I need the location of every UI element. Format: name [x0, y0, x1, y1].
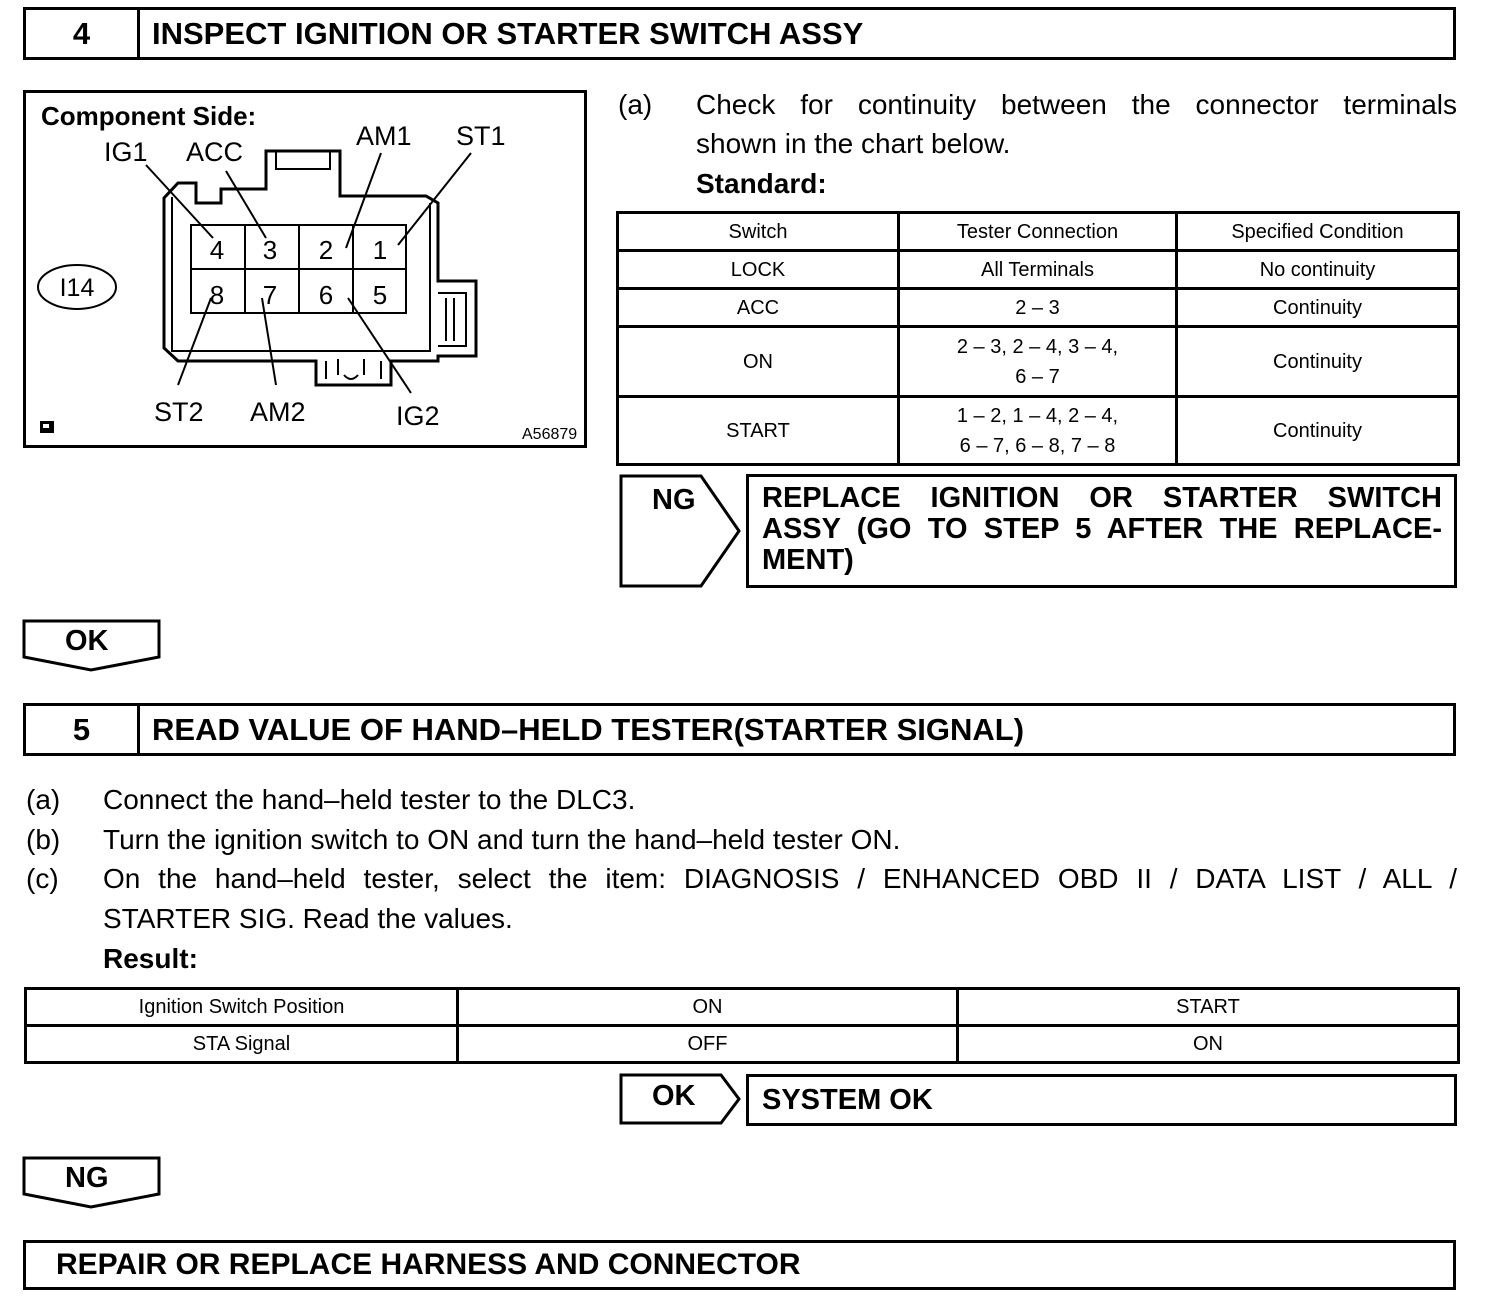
table-cell: Continuity	[1177, 327, 1459, 397]
instruction-text-c: On the hand–held tester, select the item: DIAGNOSIS / ENHANCED OBD II / DATA LIST / ALL /	[103, 863, 1457, 894]
cell-line: 6 – 7	[1015, 365, 1060, 388]
table-cell: No continuity	[1177, 251, 1459, 289]
connector-id: I14	[59, 274, 95, 302]
ok-result-text: SYSTEM OK	[762, 1084, 933, 1116]
result-label: Result:	[103, 943, 198, 974]
instruction-letter-b: (b)	[26, 824, 61, 855]
final-action-title: REPAIR OR REPLACE HARNESS AND CONNECTOR	[56, 1248, 801, 1281]
component-side-caption: Component Side:	[41, 101, 257, 131]
final-action-box	[23, 1240, 1456, 1290]
instruction-text-c-line2: STARTER SIG. Read the values.	[103, 903, 513, 934]
instruction-text-b: Turn the ignition switch to ON and turn the hand–held tester ON.	[103, 824, 901, 855]
step-number: 5	[26, 706, 140, 753]
step-title: INSPECT IGNITION OR STARTER SWITCH ASSY	[152, 15, 864, 51]
instruction-text-a: Connect the hand–held tester to the DLC3.	[103, 784, 636, 815]
instruction-text-line2: shown in the chart below.	[696, 128, 1011, 159]
table-header: Switch	[618, 213, 899, 251]
table-cell: ON	[958, 1026, 1459, 1063]
continuity-table	[616, 211, 1460, 466]
table-cell: START	[958, 989, 1459, 1026]
table-cell	[899, 397, 1177, 465]
label-am1: AM1	[356, 121, 412, 151]
table-row	[618, 251, 1459, 289]
sta-signal-table	[24, 987, 1460, 1064]
instruction-letter-a: (a)	[618, 89, 653, 120]
label-ig2: IG2	[396, 401, 440, 431]
label-ig1: IG1	[104, 137, 148, 167]
table-row	[618, 289, 1459, 327]
figure-code: A56879	[522, 426, 578, 443]
table-cell: STA Signal	[26, 1026, 458, 1063]
table-cell: ON	[618, 327, 899, 397]
table-cell: LOCK	[618, 251, 899, 289]
ng-result-line2: ASSY (GO TO STEP 5 AFTER THE REPLACE-	[762, 513, 1442, 545]
table-cell: Ignition Switch Position	[26, 989, 458, 1026]
table-header: Tester Connection	[899, 213, 1177, 251]
table-header: Specified Condition	[1177, 213, 1459, 251]
step-number: 4	[26, 10, 140, 57]
connector-diagram	[26, 93, 584, 445]
terminal-7: 7	[262, 280, 278, 310]
label-acc: ACC	[186, 137, 244, 167]
table-cell: Continuity	[1177, 289, 1459, 327]
step-5-header	[23, 703, 1456, 756]
terminal-2: 2	[318, 235, 334, 265]
table-cell	[899, 327, 1177, 397]
table-cell: Continuity	[1177, 397, 1459, 465]
label-st1: ST1	[456, 121, 506, 151]
instruction-text-line1: Check for continuity between the connector terminals	[696, 89, 1457, 120]
step-title: READ VALUE OF HAND–HELD TESTER(STARTER SIGNAL)	[152, 711, 1025, 747]
instruction-letter-c: (c)	[26, 863, 59, 894]
ok-tag: OK	[65, 625, 109, 657]
instruction-letter-a: (a)	[26, 784, 61, 815]
table-cell: ACC	[618, 289, 899, 327]
connector-figure	[23, 90, 587, 448]
ng-result-box	[746, 474, 1457, 588]
table-row	[26, 989, 1459, 1026]
cell-line: 6 – 7, 6 – 8, 7 – 8	[959, 434, 1116, 457]
table-row	[618, 327, 1459, 397]
terminal-1: 1	[372, 235, 388, 265]
step-4-header	[23, 7, 1456, 60]
ng-result-line1: REPLACE IGNITION OR STARTER SWITCH	[762, 482, 1442, 514]
ok-tag: OK	[652, 1080, 696, 1112]
figure-mark-icon	[40, 421, 54, 433]
table-row	[618, 397, 1459, 465]
terminal-3: 3	[262, 235, 278, 265]
table-cell: START	[618, 397, 899, 465]
table-cell: OFF	[458, 1026, 958, 1063]
terminal-8: 8	[209, 280, 225, 310]
terminal-5: 5	[372, 280, 388, 310]
ng-tag: NG	[65, 1162, 109, 1194]
table-cell: 2 – 3	[899, 289, 1177, 327]
table-row	[26, 1026, 1459, 1063]
ok-result-box	[746, 1074, 1457, 1126]
ng-result-line3: MENT)	[762, 544, 854, 576]
terminal-4: 4	[209, 235, 225, 265]
table-cell: ON	[458, 989, 958, 1026]
cell-line: 2 – 3, 2 – 4, 3 – 4,	[956, 335, 1119, 358]
label-st2: ST2	[154, 397, 204, 427]
table-cell: All Terminals	[899, 251, 1177, 289]
label-am2: AM2	[250, 397, 306, 427]
ng-tag: NG	[652, 484, 696, 516]
table-header-row	[618, 213, 1459, 251]
standard-label: Standard:	[696, 168, 827, 199]
cell-line: 1 – 2, 1 – 4, 2 – 4,	[956, 404, 1119, 427]
terminal-6: 6	[318, 280, 334, 310]
